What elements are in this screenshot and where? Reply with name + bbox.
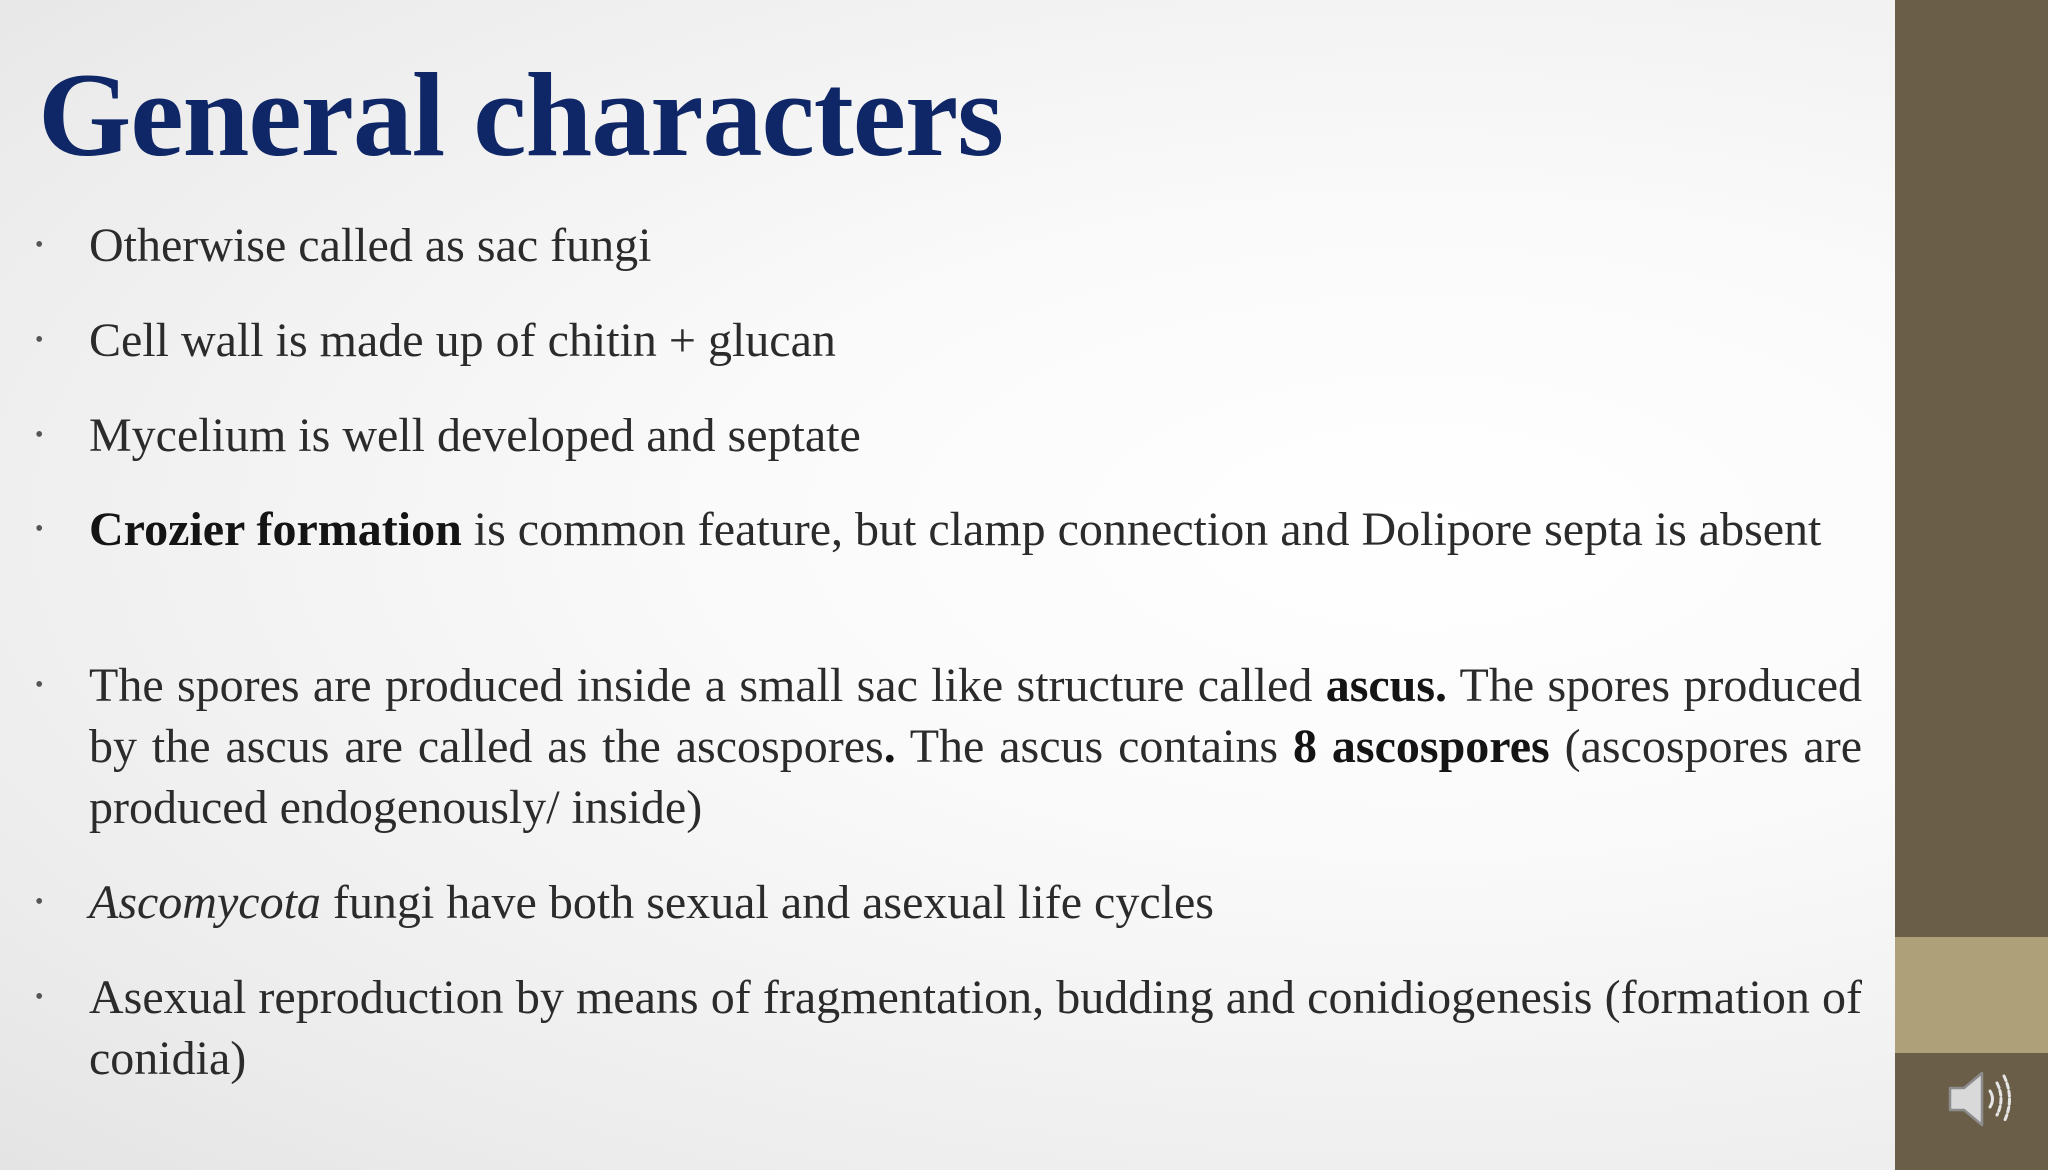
bullet-text: (ascospores are produced endogenously/ inside) <box>89 720 1863 834</box>
bullet-marker: • <box>35 422 44 448</box>
italic-term: Ascomycota <box>89 876 321 929</box>
bullet-item <box>35 215 1862 276</box>
bullet-text: Asexual reproduction by means of fragmentation, budding and conidiogenesis (formation of conidia) <box>89 971 1862 1085</box>
bullet-item <box>35 405 1862 466</box>
speaker-icon-graphic <box>1944 1066 2014 1132</box>
bullet-item <box>35 310 1862 371</box>
bullet-marker: • <box>35 232 44 258</box>
bold-term: 8 ascospores <box>1293 720 1550 773</box>
bullet-text: fungi have both sexual and asexual life cycles <box>320 876 1214 929</box>
bullet-text: Mycelium is well developed and septate <box>89 409 861 462</box>
speaker-icon[interactable] <box>1944 1066 2014 1132</box>
bullet-item <box>35 499 1862 560</box>
bold-term: Crozier formation <box>89 503 462 556</box>
bullet-text: The spores produced by the ascus are called as the ascospores <box>89 659 1862 773</box>
bold-term: . <box>883 720 896 773</box>
bullet-item <box>35 967 1862 1089</box>
decorative-sidebar <box>1895 0 2048 1170</box>
bullet-text: is common feature, but clamp connection and Dolipore septa is absent <box>461 503 1822 556</box>
bullet-marker: • <box>35 327 44 353</box>
bullet-text: The spores are produced inside a small sac like structure called <box>89 659 1326 712</box>
bullet-marker: • <box>35 889 44 915</box>
bullet-marker: • <box>35 672 44 698</box>
bullet-marker: • <box>35 516 44 542</box>
slide-title: General characters <box>38 48 1003 181</box>
bold-term: ascus. <box>1325 659 1448 712</box>
bullet-text: Cell wall is made up of chitin + glucan <box>89 314 836 367</box>
bullet-item <box>35 655 1863 838</box>
bullet-item <box>35 872 1862 933</box>
bullet-text: Otherwise called as sac fungi <box>89 219 652 272</box>
sidebar-accent-block <box>1895 937 2048 1053</box>
bullet-text: The ascus contains <box>895 720 1293 773</box>
bullet-marker: • <box>35 984 44 1010</box>
